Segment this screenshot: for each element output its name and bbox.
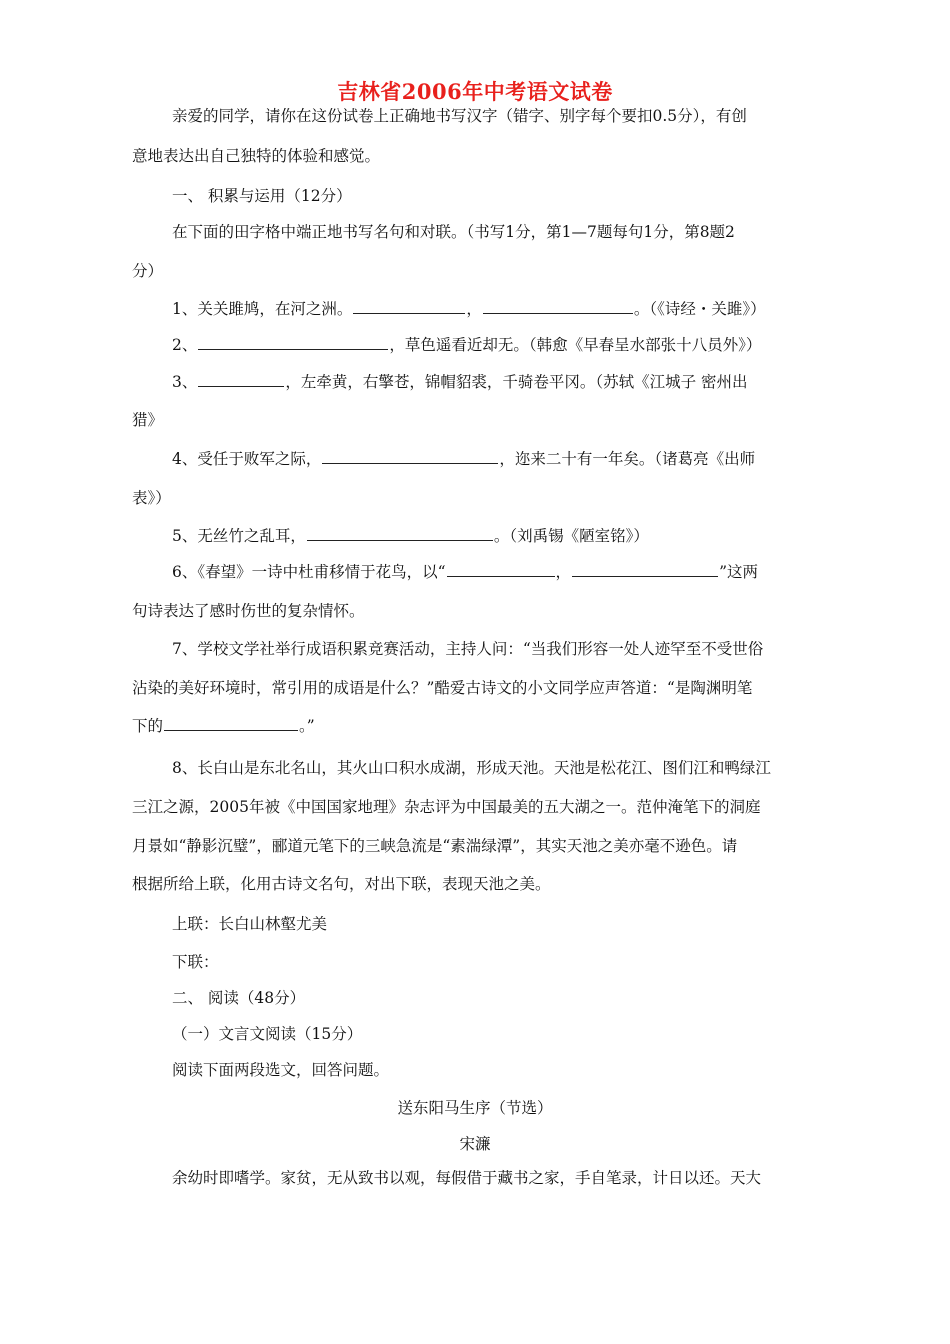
section-2-instruction: 阅读下面两段选文，回答问题。: [172, 1061, 390, 1079]
intro-line-2: 意地表达出自己独特的体验和感觉。: [132, 147, 381, 165]
section-2-heading: 二、 阅读（48分）: [172, 989, 306, 1007]
page-title: 吉林省2006年中考语文试卷: [337, 79, 613, 104]
question-7-line-1: 7、学校文学社举行成语积累竞赛活动，主持人问：“当我们形容一处人迹罕至不受世俗: [172, 640, 764, 658]
q3-text-b: ，左牵黄，右擎苍，锦帽貂裘，千骑卷平冈。（苏轼《江城子 密州出: [285, 373, 748, 391]
q7-text-b: 。”: [299, 717, 315, 735]
q1-blank-2[interactable]: [483, 297, 633, 314]
question-7-line-3: [132, 714, 822, 738]
q2-blank-1[interactable]: [198, 333, 388, 350]
upper-couplet: 上联：长白山林壑尤美: [172, 915, 328, 933]
section-2-sub-1: （一）文言文阅读（15分）: [172, 1025, 363, 1043]
q5-text-b: 。（刘禹锡《陋室铭》）: [493, 527, 649, 545]
question-7-line-2: 沾染的美好环境时，常引用的成语是什么？”酷爱古诗文的小文同学应声答道：“是陶渊明笔: [132, 679, 753, 697]
lower-couplet-label: 下联：: [172, 953, 219, 971]
question-8-line-2: 三江之源，2005年被《中国国家地理》杂志评为中国最美的五大湖之一。范仲淹笔下的洞庭: [132, 798, 761, 816]
q4-blank-1[interactable]: [322, 447, 498, 464]
q2-text-a: 2、: [172, 336, 198, 354]
q2-text-b: ，草色遥看近却无。（韩愈《早春呈水部张十八员外》）: [389, 336, 762, 354]
q7-blank-1[interactable]: [164, 714, 298, 731]
q6-text-a: 6、《春望》一诗中杜甫移情于花鸟，以“: [172, 563, 446, 581]
question-3-cont: 猎》: [132, 411, 164, 429]
question-6-cont: 句诗表达了感时伤世的复杂情怀。: [132, 602, 365, 620]
q6-text-b: ，: [555, 563, 572, 581]
q3-blank-1[interactable]: [198, 370, 284, 387]
passage-author: 宋濂: [459, 1135, 491, 1153]
q1-text-c: 。（《诗经・关雎》）: [633, 300, 766, 318]
question-4: [172, 447, 822, 471]
passage-title: 送东阳马生序（节选）: [397, 1099, 553, 1117]
q4-text-b: ，迩来二十有一年矣。（诸葛亮《出师: [499, 450, 756, 468]
question-2: [172, 333, 822, 357]
question-8-line-1: 8、长白山是东北名山，其火山口积水成湖，形成天池。天池是松花江、图们江和鸭绿江: [172, 759, 771, 777]
q5-blank-1[interactable]: [307, 524, 493, 541]
q1-blank-1[interactable]: [353, 297, 465, 314]
question-3: [172, 370, 822, 394]
q3-text-a: 3、: [172, 373, 198, 391]
question-8-line-4: 根据所给上联，化用古诗文名句，对出下联，表现天池之美。: [132, 875, 551, 893]
q5-text-a: 5、无丝竹之乱耳，: [172, 527, 306, 545]
q1-text-a: 1、关关雎鸠，在河之洲。: [172, 300, 353, 318]
q4-text-a: 4、受任于败军之际，: [172, 450, 322, 468]
section-1-instruction-2: 分）: [132, 262, 164, 280]
q6-blank-1[interactable]: [447, 560, 555, 577]
intro-line-1: 亲爱的同学，请你在这份试卷上正确地书写汉字（错字、别字每个要扣0.5分），有创: [172, 107, 747, 125]
q7-text-a: 下的: [132, 717, 164, 735]
question-1: [172, 297, 822, 321]
q1-text-b: ，: [466, 300, 482, 318]
section-1-instruction-1: 在下面的田字格中端正地书写名句和对联。（书写1分，第1—7题每句1分，第8题2: [172, 223, 735, 241]
section-1-heading: 一、 积累与运用（12分）: [172, 187, 352, 205]
question-8-line-3: 月景如“静影沉璧”，郦道元笔下的三峡急流是“素湍绿潭”，其实天池之美亦毫不逊色。请: [132, 837, 738, 855]
question-6: [172, 560, 822, 584]
passage-text-line-1: 余幼时即嗜学。家贫，无从致书以观，每假借于藏书之家，手自笔录，计日以还。天大: [172, 1169, 762, 1187]
q6-blank-2[interactable]: [572, 560, 718, 577]
q6-text-c: ”这两: [719, 563, 758, 581]
question-5: [172, 524, 822, 548]
question-4-cont: 表》）: [132, 489, 171, 507]
